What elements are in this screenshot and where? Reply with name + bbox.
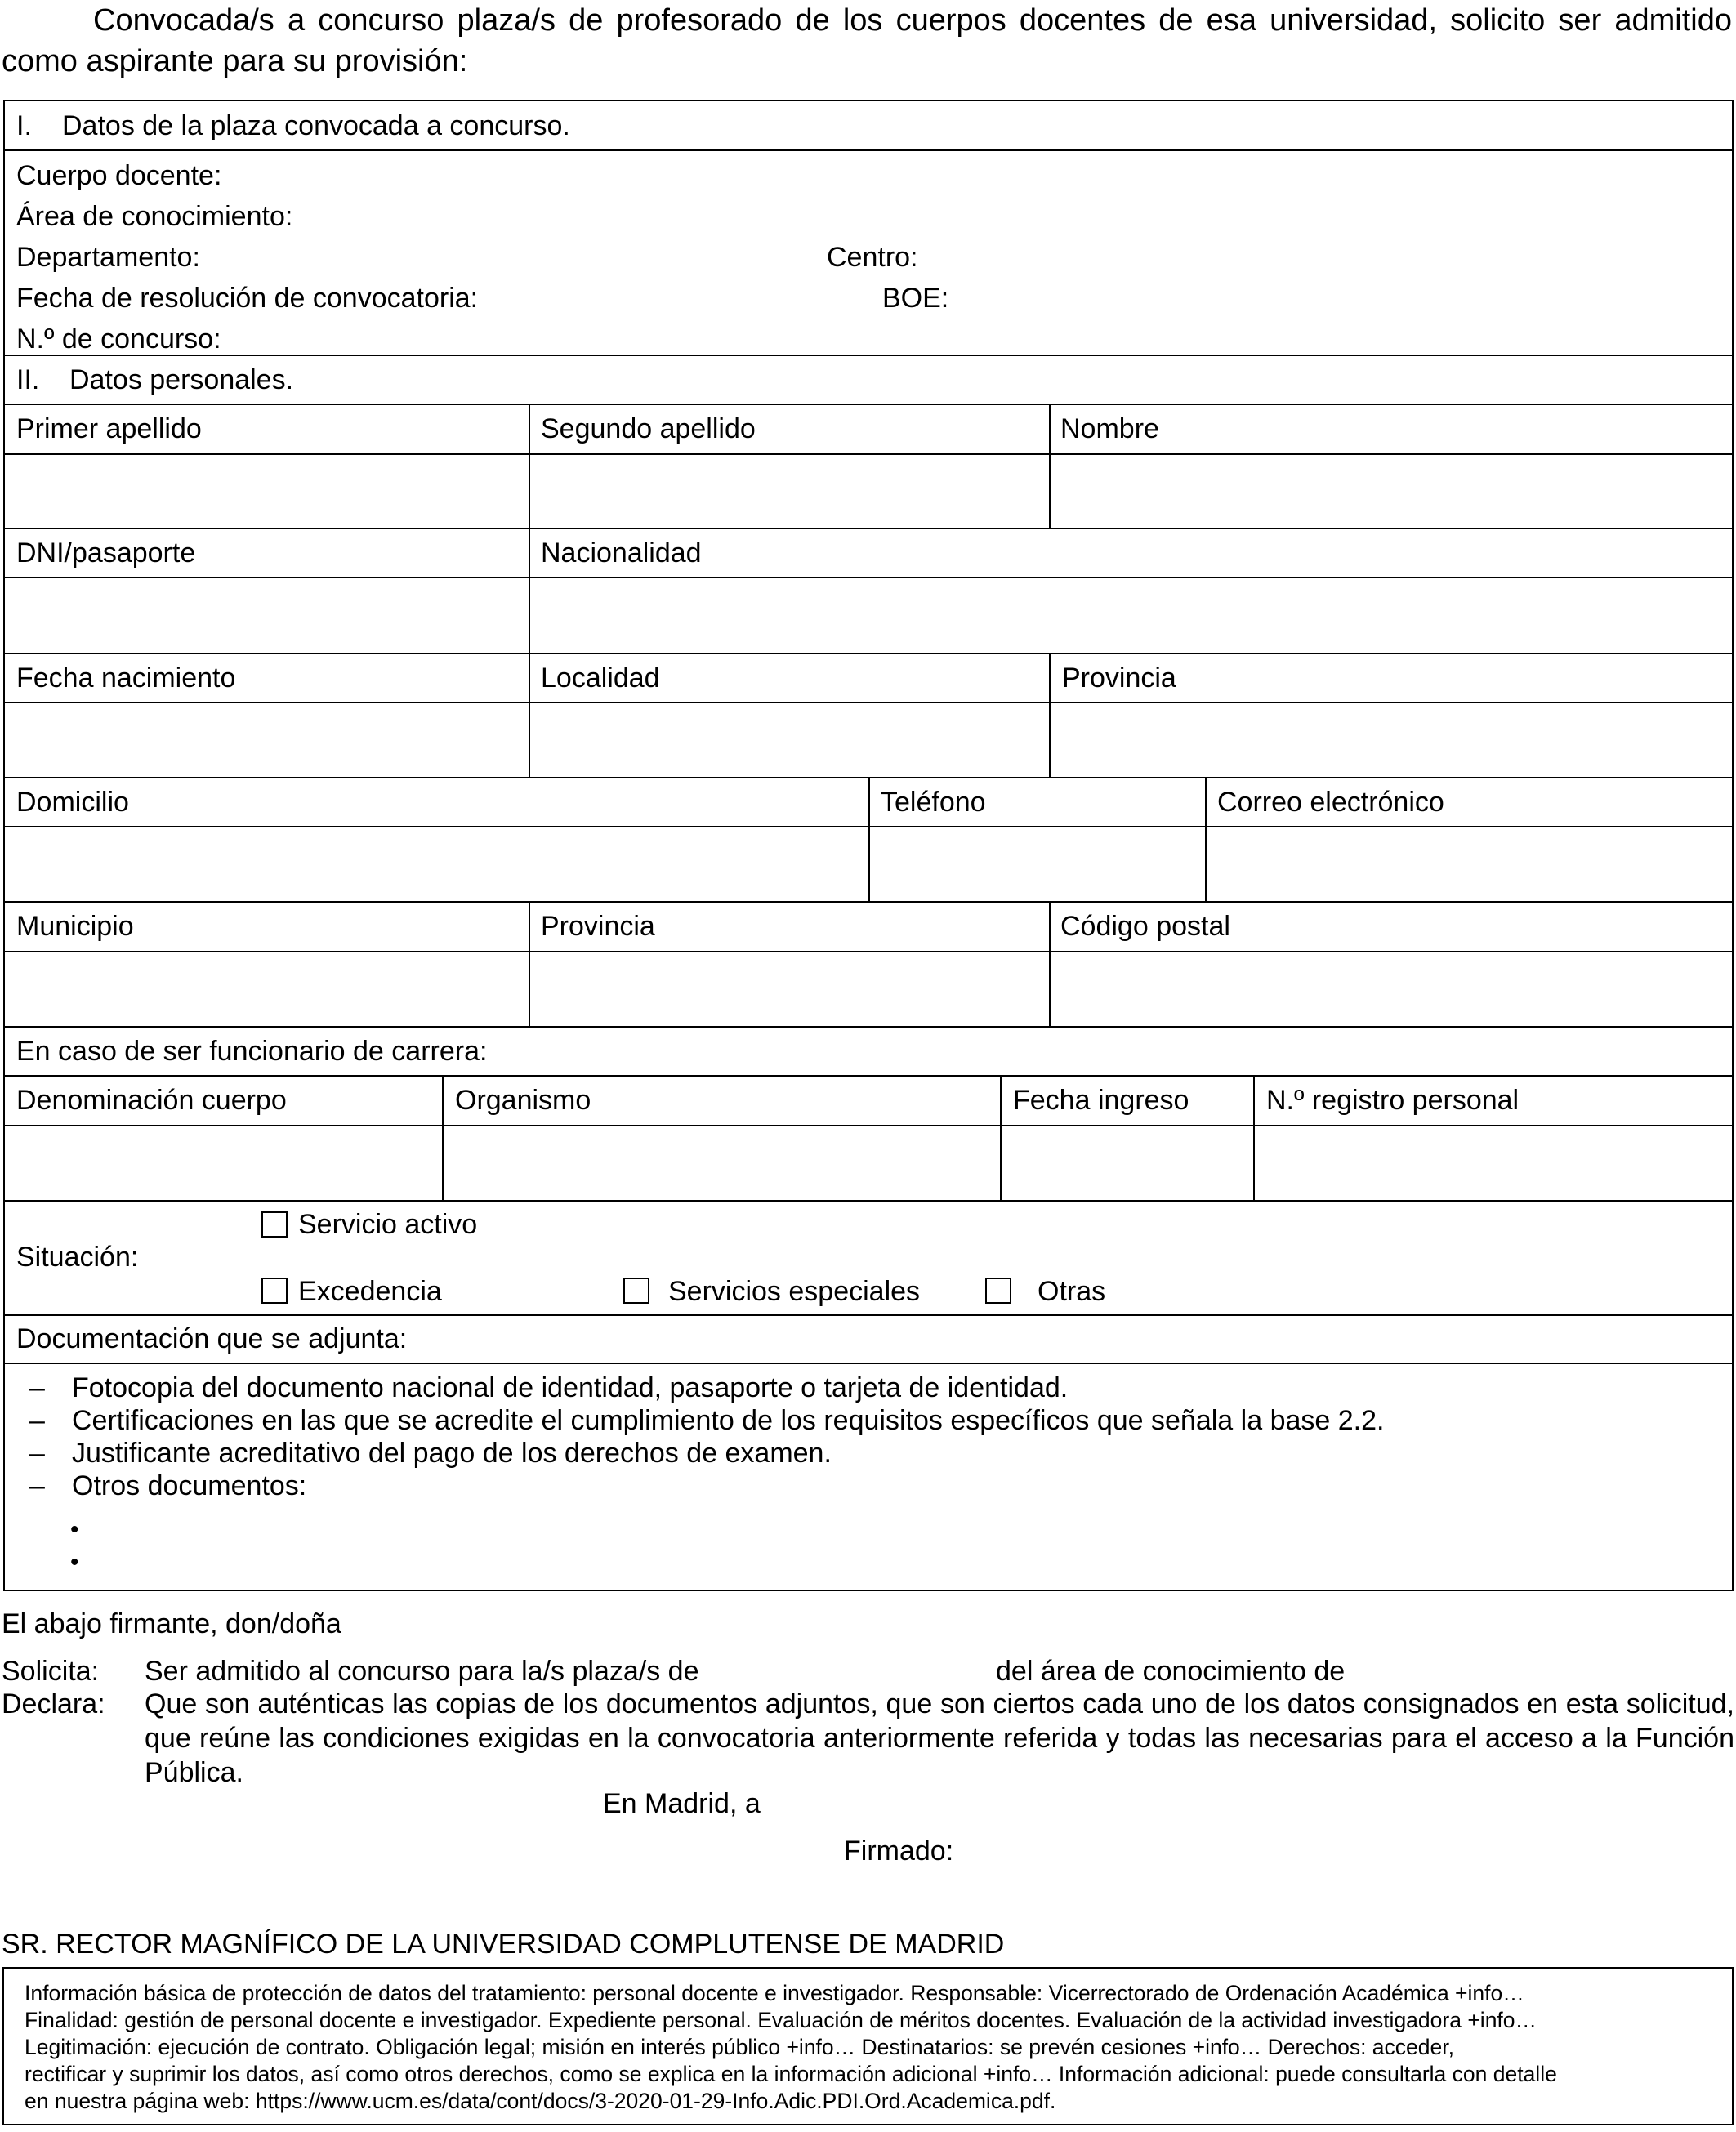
section-1-title: Datos de la plaza convocada a concurso. (62, 110, 570, 141)
codigo-postal-label: Código postal (1060, 911, 1230, 942)
telefono-label: Teléfono (881, 787, 986, 818)
funcionario-carrera-label: En caso de ser funcionario de carrera: (16, 1036, 488, 1067)
form-rule (442, 1075, 444, 1200)
form-rule (1049, 653, 1051, 778)
form-rule (1000, 1075, 1002, 1200)
segundo-apellido-label: Segundo apellido (541, 413, 756, 444)
cuerpo-docente-label: Cuerpo docente: (16, 160, 222, 191)
form-rule (529, 653, 530, 778)
intro-paragraph: Convocada/s a concurso plaza/s de profesorado de los cuerpos docentes de esa universidad, solicito ser admitido como aspirante para su provisión: (2, 3, 1732, 78)
form-rule (1205, 777, 1207, 902)
list-item: Justificante acreditativo del pago de los derechos de examen. (72, 1438, 832, 1469)
privacy-line: Finalidad: gestión de personal docente e investigador. Expediente personal. Evaluación de méritos docentes. Evaluación de la actividad investigadora +info… (25, 2008, 1537, 2032)
centro-label: Centro: (827, 242, 918, 273)
privacy-line: Información básica de protección de datos del tratamiento: personal docente e investigador. Responsable: Vicerrectorado de Ordenación Académica +info… (25, 1981, 1524, 2005)
form-rule (3, 149, 1734, 151)
servicios-especiales-label: Servicios especiales (668, 1276, 921, 1307)
bullet-point: • (70, 1516, 79, 1543)
municipio-label: Municipio (16, 911, 134, 942)
nombre-label: Nombre (1060, 413, 1159, 444)
solicita-text-b: del área de conocimiento de (996, 1656, 1346, 1687)
primer-apellido-label: Primer apellido (16, 413, 202, 444)
declara-label: Declara: (2, 1688, 105, 1719)
form-rule (3, 653, 1734, 654)
form-rule (3, 1026, 1734, 1028)
form-rule (3, 1363, 1734, 1364)
otras-label: Otras (1038, 1276, 1106, 1307)
list-dash: – (29, 1470, 45, 1501)
list-item: Otros documentos: (72, 1470, 307, 1501)
excedencia-checkbox[interactable] (261, 1278, 288, 1304)
servicio-activo-checkbox[interactable] (261, 1211, 288, 1238)
form-rule (3, 951, 1734, 952)
fecha-ingreso-label: Fecha ingreso (1013, 1085, 1189, 1116)
departamento-label: Departamento: (16, 242, 200, 273)
form-rule (3, 1125, 1734, 1126)
form-rule (529, 528, 530, 653)
form-rule (3, 1200, 1734, 1202)
correo-electronico-label: Correo electrónico (1217, 787, 1444, 818)
form-rule (3, 355, 1734, 356)
situacion-label: Situación: (16, 1242, 139, 1273)
lugar-fecha-label: En Madrid, a (603, 1788, 761, 1819)
section-2-number: II. (16, 364, 40, 395)
form-rule (3, 528, 1734, 529)
form-rule (3, 577, 1734, 578)
documentacion-label: Documentación que se adjunta: (16, 1323, 408, 1354)
form-rule (1049, 404, 1051, 529)
form-rule (1049, 901, 1051, 1026)
area-conocimiento-label: Área de conocimiento: (16, 201, 293, 232)
form-rule (529, 404, 530, 529)
nacionalidad-label: Nacionalidad (541, 537, 702, 569)
privacy-line: en nuestra página web: https://www.ucm.es/data/cont/docs/3-2020-01-29-Info.Adic.PDI.Ord.Academica.pdf. (25, 2089, 1056, 2113)
list-dash: – (29, 1372, 45, 1403)
solicita-text-a: Ser admitido al concurso para la/s plaza/s de (145, 1656, 699, 1687)
firmante-label: El abajo firmante, don/doña (2, 1608, 341, 1639)
list-dash: – (29, 1405, 45, 1436)
registro-personal-label: N.º registro personal (1266, 1085, 1520, 1116)
servicio-activo-label: Servicio activo (298, 1209, 478, 1240)
fecha-resolucion-label: Fecha de resolución de convocatoria: (16, 283, 479, 314)
list-item: Certificaciones en las que se acredite el cumplimiento de los requisitos específicos que señala la base 2.2. (72, 1405, 1385, 1436)
list-dash: – (29, 1438, 45, 1469)
provincia-domicilio-label: Provincia (541, 911, 655, 942)
solicita-label: Solicita: (2, 1656, 100, 1687)
otras-checkbox[interactable] (985, 1278, 1011, 1304)
domicilio-label: Domicilio (16, 787, 129, 818)
bullet-point: • (70, 1549, 79, 1576)
servicios-especiales-checkbox[interactable] (623, 1278, 649, 1304)
firmado-label: Firmado: (844, 1835, 954, 1867)
denominacion-cuerpo-label: Denominación cuerpo (16, 1085, 287, 1116)
form-rule (3, 1314, 1734, 1316)
excedencia-label: Excedencia (298, 1276, 442, 1307)
form-rule (3, 1075, 1734, 1077)
privacy-line: rectificar y suprimir los datos, así como otros derechos, como se explica en la información adicional +info… Información adicional: puede consultarla con detalle (25, 2062, 1557, 2086)
rector-addressee: SR. RECTOR MAGNÍFICO DE LA UNIVERSIDAD COMPLUTENSE DE MADRID (2, 1929, 1005, 1960)
fecha-nacimiento-label: Fecha nacimiento (16, 662, 236, 694)
dni-pasaporte-label: DNI/pasaporte (16, 537, 196, 569)
form-rule (868, 777, 870, 902)
list-item: Fotocopia del documento nacional de identidad, pasaporte o tarjeta de identidad. (72, 1372, 1069, 1403)
form-rule (1253, 1075, 1255, 1200)
form-rule (3, 453, 1734, 455)
localidad-label: Localidad (541, 662, 660, 694)
form-rule (529, 901, 530, 1026)
form-rule (3, 404, 1734, 405)
boe-label: BOE: (882, 283, 949, 314)
provincia-nacimiento-label: Provincia (1062, 662, 1176, 694)
declara-text: Que son auténticas las copias de los documentos adjuntos, que son ciertos cada uno de los datos consignados en esta solicitud, que reúne las condiciones exigidas en la convocatoria anteriormente referida y todas las necesarias para el acceso a la Función Pública. (145, 1688, 1734, 1788)
section-1-number: I. (16, 110, 32, 141)
organismo-label: Organismo (455, 1085, 591, 1116)
privacy-line: Legitimación: ejecución de contrato. Obligación legal; misión en interés público +info… Destinatarios: se prevén cesiones +info… Derechos: acceder, (25, 2035, 1454, 2059)
form-rule (3, 702, 1734, 703)
numero-concurso-label: N.º de concurso: (16, 323, 221, 355)
section-2-title: Datos personales. (69, 364, 294, 395)
